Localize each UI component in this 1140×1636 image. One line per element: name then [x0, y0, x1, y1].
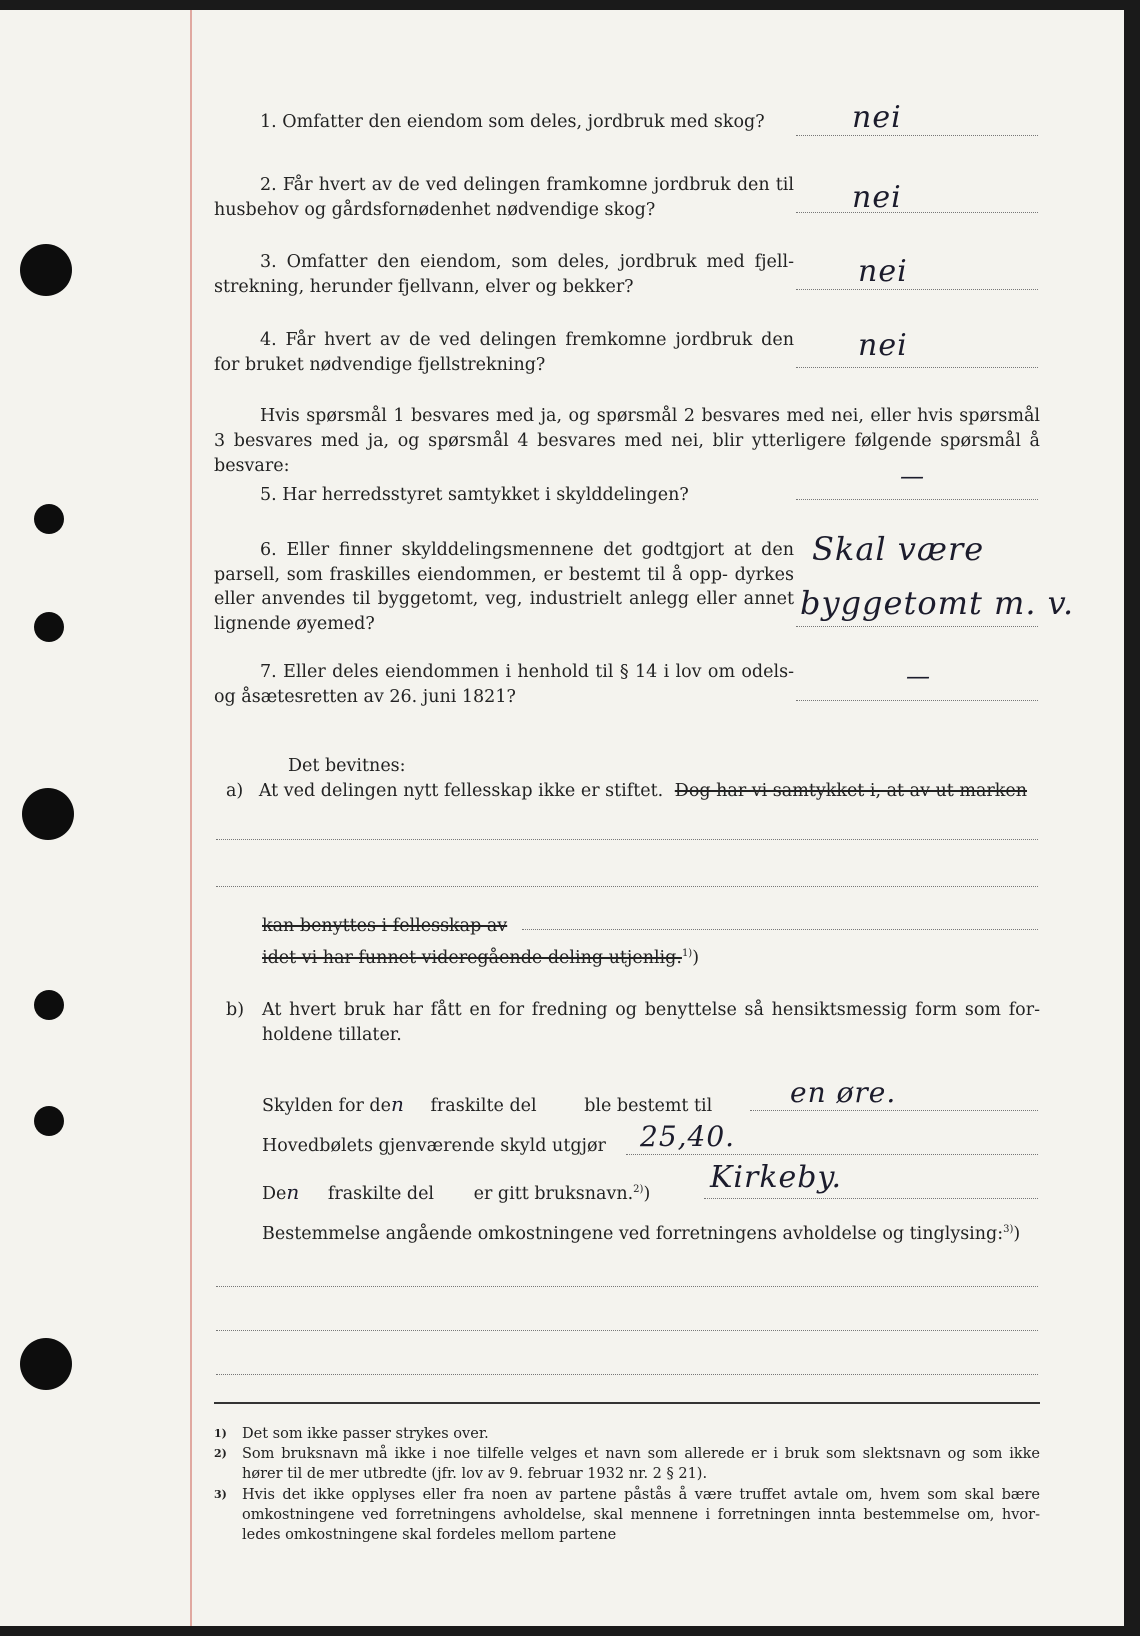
- question-number: 6.: [260, 540, 277, 560]
- question-number: 7.: [260, 662, 277, 682]
- question-text: Eller finner skylddelingsmennene det godtgjort at den parsell, som fraskilles eiendommen, er bestemt til å opp- dyrkes eller anvendes til byggetomt, veg, industrielt anlegg eller annet lignende øyemed?: [214, 540, 794, 634]
- struck-line-2: kan benyttes i fellesskap av: [262, 916, 508, 936]
- margin-line: [190, 10, 192, 1626]
- question-text: Omfatter den eiendom, som deles, jordbruk med fjell- strekning, herunder fjellvann, elver og bekker?: [214, 252, 794, 297]
- blank-line: [216, 1286, 1038, 1287]
- value-line: [750, 1110, 1038, 1111]
- question-number: 1.: [260, 112, 277, 132]
- punch-hole: [34, 1106, 64, 1136]
- punch-hole: [20, 244, 72, 296]
- question-number: 3.: [260, 252, 277, 272]
- question-number: 4.: [260, 330, 277, 350]
- blank-line: [216, 839, 1038, 840]
- question-4: [214, 328, 794, 377]
- item-a-text: At ved delingen nytt fellesskap ikke er stiftet.: [258, 781, 664, 801]
- item-a-struck-text: Dog har vi samtykket i, at av ut marken: [674, 781, 1028, 801]
- answer-line: [796, 135, 1038, 136]
- conditional-paragraph: Hvis spørsmål 1 besvares med ja, og spørsmål 2 besvares med nei, eller hvis spørsmål 3 besvares med ja, og spørsmål 4 besvares med nei, blir ytterligere følgende spørsmål å besvare:: [214, 406, 1040, 476]
- punch-hole: [34, 612, 64, 642]
- skyld-value-1: en øre.: [790, 1076, 897, 1109]
- answer-line: [796, 367, 1038, 368]
- skyld-row-3: Den fraskilte del er gitt bruksnavn.$^{2)}$): [262, 1180, 651, 1204]
- blank-line: [216, 1330, 1038, 1331]
- skyld-row-4: Bestemmelse angående omkostningene ved forretningens avholdelse og tinglysing:$^{3)}$): [262, 1224, 1021, 1244]
- footnote-2: 2) Som bruksnavn må ikke i noe tilfelle velges et navn som allerede er i bruk som slektsnavn og som ikke hører til de mer utbredte (jfr. lov av 9. februar 1932 nr. 2 § 21).: [214, 1446, 1040, 1482]
- answer-1: nei: [852, 100, 902, 135]
- item-b-label: b): [226, 1000, 245, 1020]
- question-text: Eller deles eiendommen i henhold til § 14 i lov om odels- og åsætesretten av 26. juni 1821?: [214, 662, 794, 707]
- answer-line: [796, 289, 1038, 290]
- question-text: Får hvert av de ved delingen framkomne jordbruk den til husbehov og gårdsfornødenhet nødvendige skog?: [214, 175, 794, 220]
- answer-6-line-2: byggetomt m. v.: [800, 584, 1075, 622]
- item-a: [226, 781, 1027, 801]
- answer-line: [796, 212, 1038, 213]
- question-text: Har herredsstyret samtykket i skylddelingen?: [282, 485, 689, 505]
- punch-hole: [34, 990, 64, 1020]
- document-page: [0, 10, 1124, 1626]
- answer-3: nei: [858, 254, 908, 289]
- question-number: 2.: [260, 175, 277, 195]
- value-line: [704, 1198, 1038, 1199]
- answer-5: —: [900, 462, 925, 490]
- skyld-row-1: Skylden for den fraskilte del ble bestemt til: [262, 1092, 713, 1116]
- answer-4: nei: [858, 328, 908, 363]
- blank-line: [216, 886, 1038, 887]
- question-number: 5.: [260, 485, 277, 505]
- skyld-value-2: 25,40.: [640, 1120, 736, 1153]
- punch-hole: [34, 504, 64, 534]
- footnote-rule: [214, 1402, 1040, 1404]
- question-text: Omfatter den eiendom som deles, jordbruk med skog?: [282, 112, 765, 132]
- footnote-1: 1) Det som ikke passer strykes over.: [214, 1426, 489, 1442]
- blank-line: [522, 929, 1038, 930]
- question-3: [214, 250, 794, 299]
- question-1: [214, 110, 794, 135]
- answer-line: [796, 626, 1038, 627]
- skyld-row-2: Hovedbølets gjenværende skyld utgjør: [262, 1136, 606, 1156]
- item-b-text: At hvert bruk har fått en for fredning og benyttelse så hensiktsmessig form som for- holdene tillater.: [262, 1000, 1040, 1045]
- footnote-3: 3) Hvis det ikke opplyses eller fra noen av partene påstås å være truffet avtale om, hvem som skal bære omkostningene ved forretningens avholdelse, skal mennene i forretningen innta bestemmelse om, hvor- ledes omkostningene skal fordeles mellom partene: [214, 1487, 1040, 1543]
- item-a-label: a): [226, 781, 244, 801]
- punch-hole: [22, 788, 74, 840]
- struck-line-3: idet vi har funnet videregående deling utjenlig.$^{1)}$): [262, 948, 700, 968]
- skyld-value-3: Kirkeby.: [710, 1160, 842, 1195]
- value-line: [626, 1154, 1038, 1155]
- answer-2: nei: [852, 180, 902, 215]
- question-2: [214, 173, 794, 222]
- answer-7: —: [906, 662, 931, 690]
- answer-line: [796, 499, 1038, 500]
- question-6: [214, 538, 794, 636]
- question-5: [214, 483, 794, 508]
- answer-6-line-1: Skal være: [812, 530, 985, 568]
- blank-line: [216, 1374, 1038, 1375]
- question-7: [214, 660, 794, 709]
- bevitnes-heading: Det bevitnes:: [288, 756, 406, 776]
- answer-line: [796, 700, 1038, 701]
- punch-hole: [20, 1338, 72, 1390]
- question-text: Får hvert av de ved delingen fremkomne jordbruk den for bruket nødvendige fjellstrekning?: [214, 330, 794, 375]
